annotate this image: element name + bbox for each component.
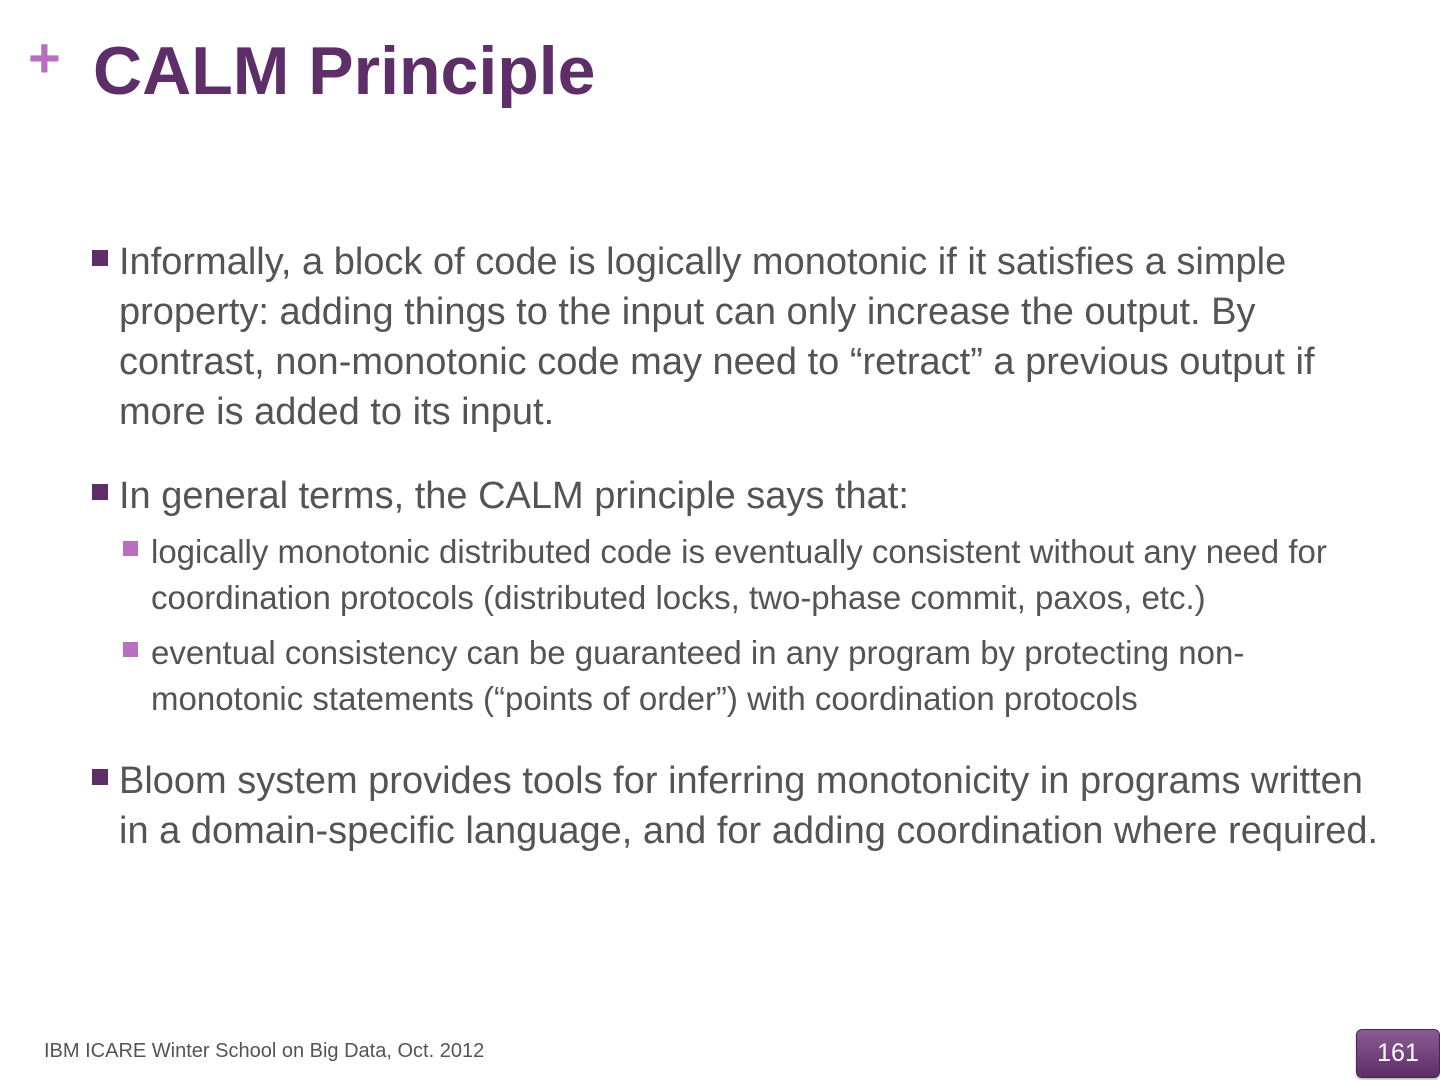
square-bullet-icon — [123, 541, 138, 556]
sub-bullet-text: logically monotonic distributed code is eventually consistent without any need for coordination protocols (distributed locks, two-phase commit, paxos, etc.) — [151, 533, 1327, 616]
square-bullet-icon — [92, 484, 108, 500]
square-bullet-icon — [92, 250, 108, 266]
page-number-badge: 161 — [1356, 1029, 1440, 1078]
sub-bullet-text: eventual consistency can be guaranteed in any program by protecting non-monotonic statements (“points of order”) with coordination protocols — [151, 634, 1245, 717]
bullet-text: Bloom system provides tools for inferring monotonicity in programs written in a domain-specific language, and for adding coordination where required. — [119, 760, 1379, 852]
bullet-informal-definition — [90, 237, 1390, 437]
plus-icon: + — [28, 26, 61, 89]
bullet-calm-general — [90, 471, 1390, 521]
square-bullet-icon — [123, 642, 138, 657]
square-bullet-icon — [92, 769, 108, 785]
sub-bullet-monotonic-consistent — [122, 529, 1390, 621]
bullet-bloom-system — [90, 756, 1390, 856]
slide-body — [90, 237, 1390, 856]
footer-caption: IBM ICARE Winter School on Big Data, Oct. 2012 — [44, 1040, 485, 1062]
sub-bullet-eventual-consistency — [122, 630, 1390, 722]
bullet-text: In general terms, the CALM principle says that: — [119, 475, 909, 517]
slide-title: CALM Principle — [93, 33, 596, 109]
bullet-text: Informally, a block of code is logically monotonic if it satisfies a simple property: adding things to the input can only increase the output. By contrast, non-monotonic code may need to “retract” a previous output if more is added to its input. — [119, 241, 1315, 433]
